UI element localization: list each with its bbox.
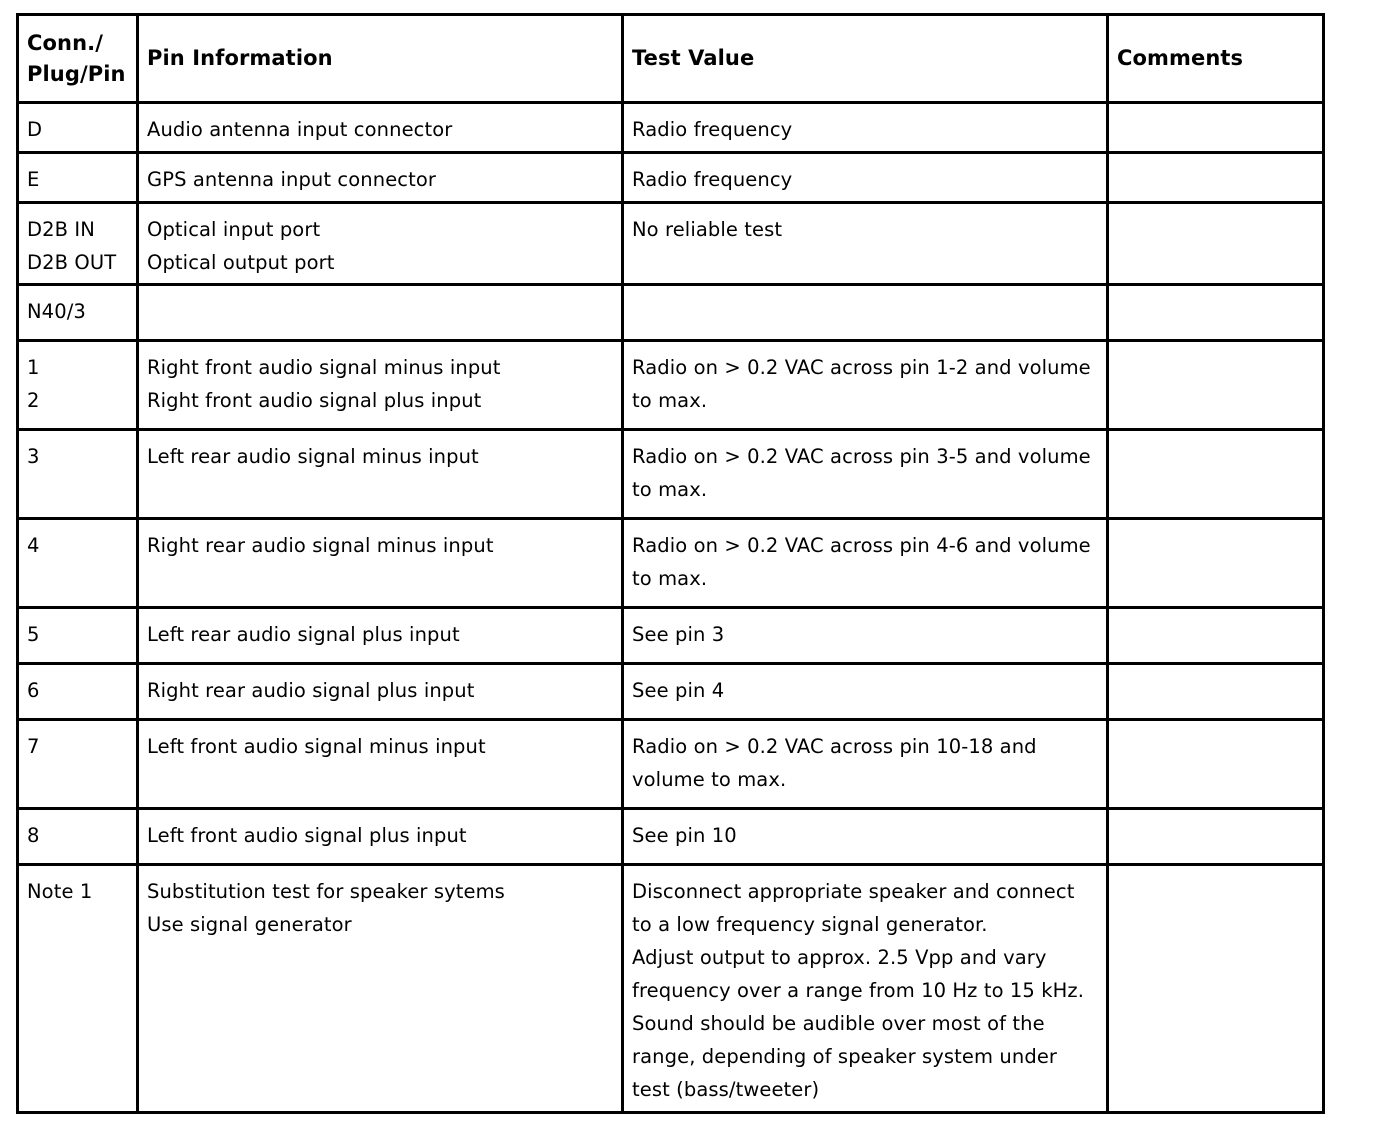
table-row <box>18 430 1324 519</box>
conn-plug-pin-cell-line: 6 <box>27 679 40 702</box>
table-row <box>18 285 1324 341</box>
table-row <box>18 203 1324 285</box>
table-row <box>18 341 1324 430</box>
test-value-cell-line: See pin 3 <box>632 623 725 646</box>
pin-information-cell-line: Audio antenna input connector <box>147 118 453 141</box>
pin-information-cell <box>138 519 623 608</box>
pin-information-cell <box>138 153 623 203</box>
test-value-cell-line: Radio on > 0.2 VAC across pin 3-5 and volume <box>632 445 1091 468</box>
comments-cell <box>1108 203 1324 285</box>
test-value-cell-line: to max. <box>632 389 708 412</box>
pin-information-cell-line: Right rear audio signal plus input <box>147 679 475 702</box>
test-value-cell-line: to a low frequency signal generator. <box>632 913 988 936</box>
test-value-cell <box>623 664 1108 720</box>
conn-plug-pin-cell-line: 1 <box>27 356 40 379</box>
pin-information-cell <box>138 720 623 809</box>
comments-cell <box>1108 519 1324 608</box>
header-pin-information: Pin Information <box>138 15 623 103</box>
test-value-cell-line: range, depending of speaker system under <box>632 1045 1058 1068</box>
conn-plug-pin-cell-line: D2B OUT <box>27 251 117 274</box>
table-row <box>18 809 1324 865</box>
pin-information-cell <box>138 865 623 1113</box>
test-value-cell-line: to max. <box>632 567 708 590</box>
conn-plug-pin-cell <box>18 430 138 519</box>
comments-cell <box>1108 664 1324 720</box>
comments-cell <box>1108 430 1324 519</box>
pin-information-cell <box>138 203 623 285</box>
pin-information-cell <box>138 809 623 865</box>
conn-plug-pin-cell <box>18 519 138 608</box>
header-row <box>18 15 1324 103</box>
pin-information-cell-line: Left rear audio signal plus input <box>147 623 460 646</box>
test-value-cell-line: Radio on > 0.2 VAC across pin 4-6 and volume <box>632 534 1091 557</box>
test-value-cell <box>623 430 1108 519</box>
header-test-value: Test Value <box>623 15 1108 103</box>
pin-information-cell-line: Use signal generator <box>147 913 352 936</box>
conn-plug-pin-cell <box>18 720 138 809</box>
table-row <box>18 519 1324 608</box>
test-value-cell-line: No reliable test <box>632 218 783 241</box>
test-value-cell <box>623 809 1108 865</box>
test-value-cell-line: Radio on > 0.2 VAC across pin 1-2 and volume <box>632 356 1091 379</box>
test-value-cell <box>623 865 1108 1113</box>
pin-test-table <box>16 13 1325 1114</box>
table-row <box>18 608 1324 664</box>
test-value-cell <box>623 103 1108 153</box>
comments-cell <box>1108 153 1324 203</box>
pin-information-cell-line: Right front audio signal plus input <box>147 389 482 412</box>
test-value-cell-line: Radio on > 0.2 VAC across pin 10-18 and <box>632 735 1037 758</box>
test-value-cell-line: Adjust output to approx. 2.5 Vpp and vary <box>632 946 1047 969</box>
test-value-cell-line: See pin 4 <box>632 679 725 702</box>
pin-information-cell-line: Left rear audio signal minus input <box>147 445 479 468</box>
conn-plug-pin-cell-line: N40/3 <box>27 300 86 323</box>
table-row <box>18 103 1324 153</box>
test-value-cell-line: volume to max. <box>632 768 787 791</box>
comments-cell <box>1108 809 1324 865</box>
test-value-cell-line: frequency over a range from 10 Hz to 15 kHz. <box>632 979 1084 1002</box>
test-value-cell <box>623 519 1108 608</box>
test-value-cell-line: Radio frequency <box>632 168 793 191</box>
test-value-cell <box>623 608 1108 664</box>
test-value-cell <box>623 341 1108 430</box>
table-row <box>18 664 1324 720</box>
pin-information-cell-line: Substitution test for speaker sytems <box>147 880 505 903</box>
comments-cell <box>1108 103 1324 153</box>
pin-information-cell-line: Right front audio signal minus input <box>147 356 501 379</box>
comments-cell <box>1108 341 1324 430</box>
test-value-cell <box>623 153 1108 203</box>
table-row <box>18 153 1324 203</box>
conn-plug-pin-cell <box>18 103 138 153</box>
header-conn-line-2: Plug/Pin <box>27 61 126 86</box>
comments-cell <box>1108 608 1324 664</box>
conn-plug-pin-cell-line: Note 1 <box>27 880 93 903</box>
test-value-cell-line: See pin 10 <box>632 824 737 847</box>
pin-information-cell <box>138 430 623 519</box>
conn-plug-pin-cell <box>18 153 138 203</box>
conn-plug-pin-cell <box>18 203 138 285</box>
conn-plug-pin-cell-line: 5 <box>27 623 40 646</box>
pin-information-cell <box>138 341 623 430</box>
conn-plug-pin-cell-line: 7 <box>27 735 40 758</box>
test-value-cell <box>623 203 1108 285</box>
pin-information-cell-line: GPS antenna input connector <box>147 168 437 191</box>
conn-plug-pin-cell-line: D <box>27 118 43 141</box>
comments-cell <box>1108 865 1324 1113</box>
pin-information-cell-line: Right rear audio signal minus input <box>147 534 494 557</box>
test-value-cell-line: Radio frequency <box>632 118 793 141</box>
header-conn-line-1: Conn./ <box>27 30 103 55</box>
table-row <box>18 865 1324 1113</box>
header-comments: Comments <box>1108 15 1324 103</box>
table-body <box>18 103 1324 1113</box>
test-value-cell <box>623 285 1108 341</box>
conn-plug-pin-cell <box>18 285 138 341</box>
conn-plug-pin-cell-line: 8 <box>27 824 40 847</box>
conn-plug-pin-cell <box>18 865 138 1113</box>
test-value-cell-line: test (bass/tweeter) <box>632 1078 820 1101</box>
header-conn-plug-pin <box>18 15 138 103</box>
pin-information-cell <box>138 103 623 153</box>
conn-plug-pin-cell-line: 2 <box>27 389 40 412</box>
conn-plug-pin-cell <box>18 608 138 664</box>
conn-plug-pin-cell-line: 4 <box>27 534 40 557</box>
comments-cell <box>1108 285 1324 341</box>
test-value-cell <box>623 720 1108 809</box>
table-row <box>18 720 1324 809</box>
pin-information-cell-line: Optical output port <box>147 251 335 274</box>
conn-plug-pin-cell <box>18 809 138 865</box>
pin-information-cell-line: Left front audio signal plus input <box>147 824 467 847</box>
conn-plug-pin-cell <box>18 664 138 720</box>
pin-information-cell <box>138 664 623 720</box>
test-value-cell-line: Disconnect appropriate speaker and connect <box>632 880 1075 903</box>
conn-plug-pin-cell <box>18 341 138 430</box>
pin-information-cell <box>138 608 623 664</box>
pin-information-cell-line: Optical input port <box>147 218 321 241</box>
pin-information-cell-line: Left front audio signal minus input <box>147 735 486 758</box>
conn-plug-pin-cell-line: E <box>27 168 40 191</box>
test-value-cell-line: to max. <box>632 478 708 501</box>
pin-information-cell <box>138 285 623 341</box>
test-value-cell-line: Sound should be audible over most of the <box>632 1012 1045 1035</box>
comments-cell <box>1108 720 1324 809</box>
conn-plug-pin-cell-line: 3 <box>27 445 40 468</box>
conn-plug-pin-cell-line: D2B IN <box>27 218 95 241</box>
